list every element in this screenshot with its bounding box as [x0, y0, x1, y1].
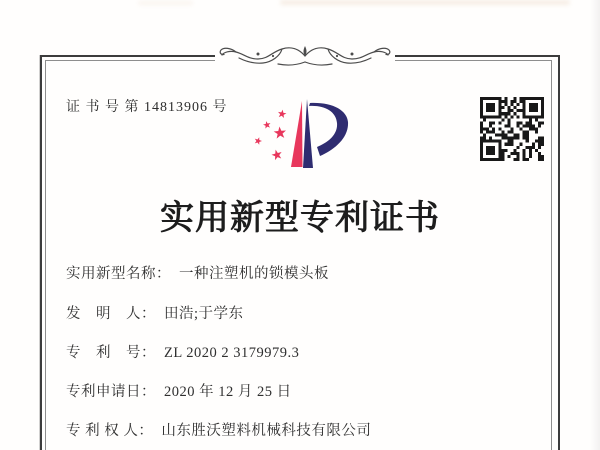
field-label: 实用新型名称： — [66, 266, 171, 282]
photo-artifact — [138, 1, 193, 5]
field-label: 专 利 权 人： — [66, 423, 154, 439]
logo-navy-stem — [303, 99, 313, 168]
field-value: ZL 2020 2 3179979.3 — [164, 345, 300, 361]
logo-red-wedge — [291, 101, 303, 167]
qr-code — [480, 97, 544, 161]
field-label: 发 明 人： — [66, 306, 156, 322]
photo-artifact — [280, 0, 570, 5]
border-ornament-icon — [215, 37, 395, 75]
field-label: 专 利 号： — [66, 345, 156, 361]
certificate-number: 证 书 号 第 14813906 号 — [66, 100, 228, 115]
field-row-inventors — [66, 302, 244, 323]
cnipa-logo — [250, 92, 358, 176]
field-value: 2020 年 12 月 25 日 — [164, 384, 292, 400]
star-icons — [253, 109, 287, 161]
field-row-filing-date — [66, 380, 292, 401]
field-row-name — [66, 262, 329, 283]
field-value: 一种注塑机的锁模头板 — [179, 266, 329, 282]
logo-p-bowl — [309, 103, 348, 156]
field-label: 专利申请日： — [66, 384, 156, 400]
field-row-patentee — [66, 419, 371, 440]
certificate-title: 实用新型专利证书 — [160, 200, 440, 237]
field-row-patent-number — [66, 341, 299, 362]
field-value: 田浩;于学东 — [164, 306, 244, 322]
field-value: 山东胜沃塑料机械科技有限公司 — [161, 423, 372, 439]
